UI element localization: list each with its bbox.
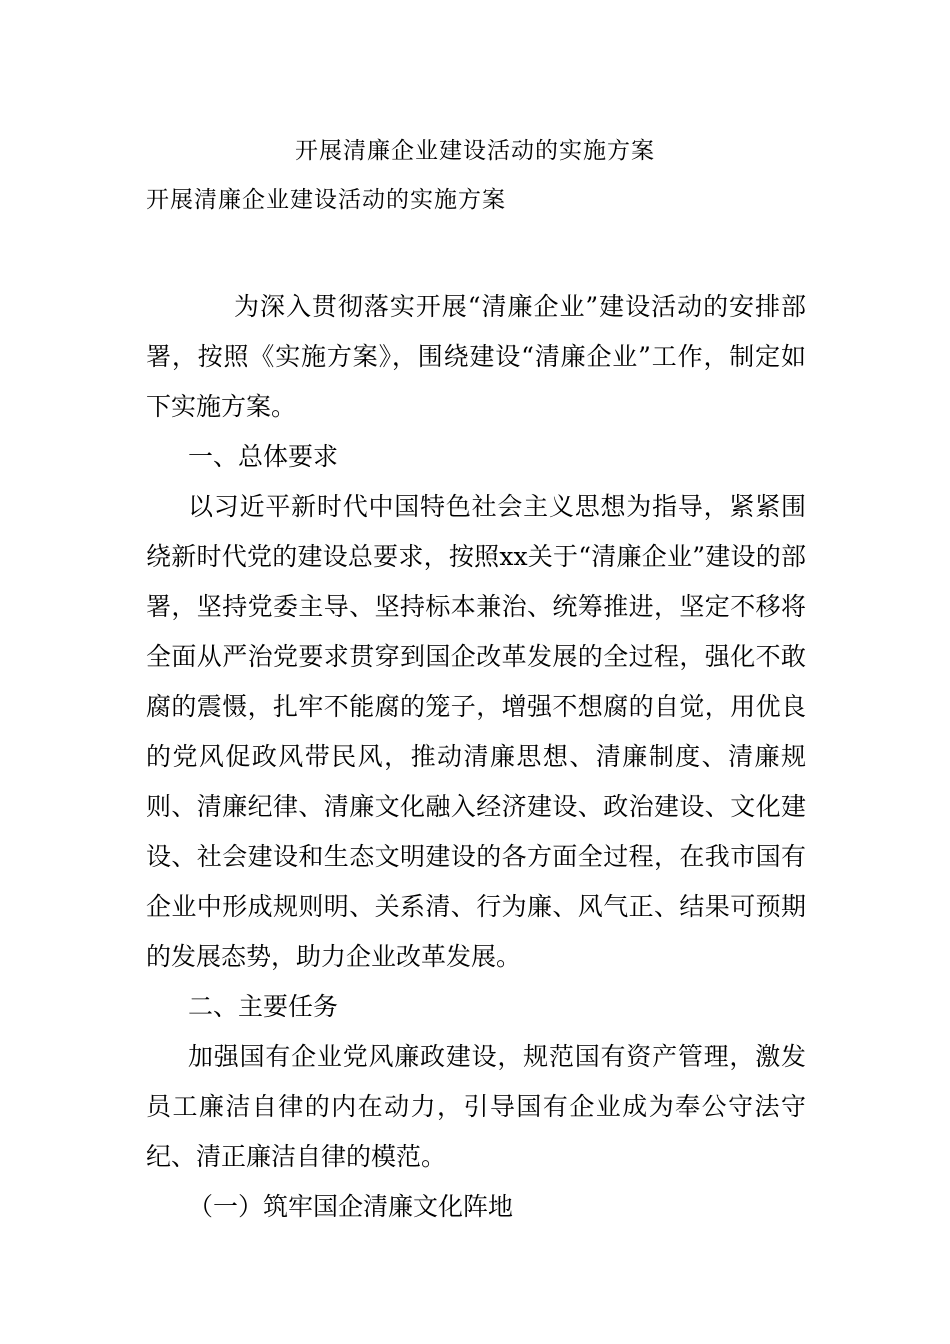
document-header-title: 开展清廉企业建设活动的实施方案 <box>295 138 655 164</box>
section-body-main-tasks: 加强国有企业党风廉政建设，规范国有资产管理，激发员工廉洁自律的内在动力，引导国有企业成为奉公守法守纪、清正廉洁自律的模范。 <box>146 1042 806 1171</box>
section-heading-main-tasks: 二、主要任务 <box>188 992 339 1021</box>
intro-paragraph: 为深入贯彻落实开展“清廉企业”建设活动的安排部署，按照《实施方案》，围绕建设“清廉企业”工作，制定如下实施方案。 <box>146 292 806 421</box>
section-heading-general-requirements: 一、总体要求 <box>188 442 339 471</box>
section-body-general-requirements: 以习近平新时代中国特色社会主义思想为指导，紧紧围绕新时代党的建设总要求，按照xx关于“清廉企业”建设的部署，坚持党委主导、坚持标本兼治、统筹推进，坚定不移将全面从严治党要求贯穿到国企改革发展的全过程，强化不敢腐的震慑，扎牢不能腐的笼子，增强不想腐的自觉，用优良的党风促政风带民风，推动清廉思想、清廉制度、清廉规则、清廉纪律、清廉文化融入经济建设、政治建设、文化建设、社会建设和生态文明建设的各方面全过程，在我市国有企业中形成规则明、关系清、行为廉、风气正、结果可预期的发展态势，助力企业改革发展。 <box>146 492 806 971</box>
document-body <box>146 282 806 1232</box>
document-subtitle: 开展清廉企业建设活动的实施方案 <box>146 187 506 213</box>
subsection-heading-culture-base: （一）筑牢国企清廉文化阵地 <box>188 1192 514 1221</box>
